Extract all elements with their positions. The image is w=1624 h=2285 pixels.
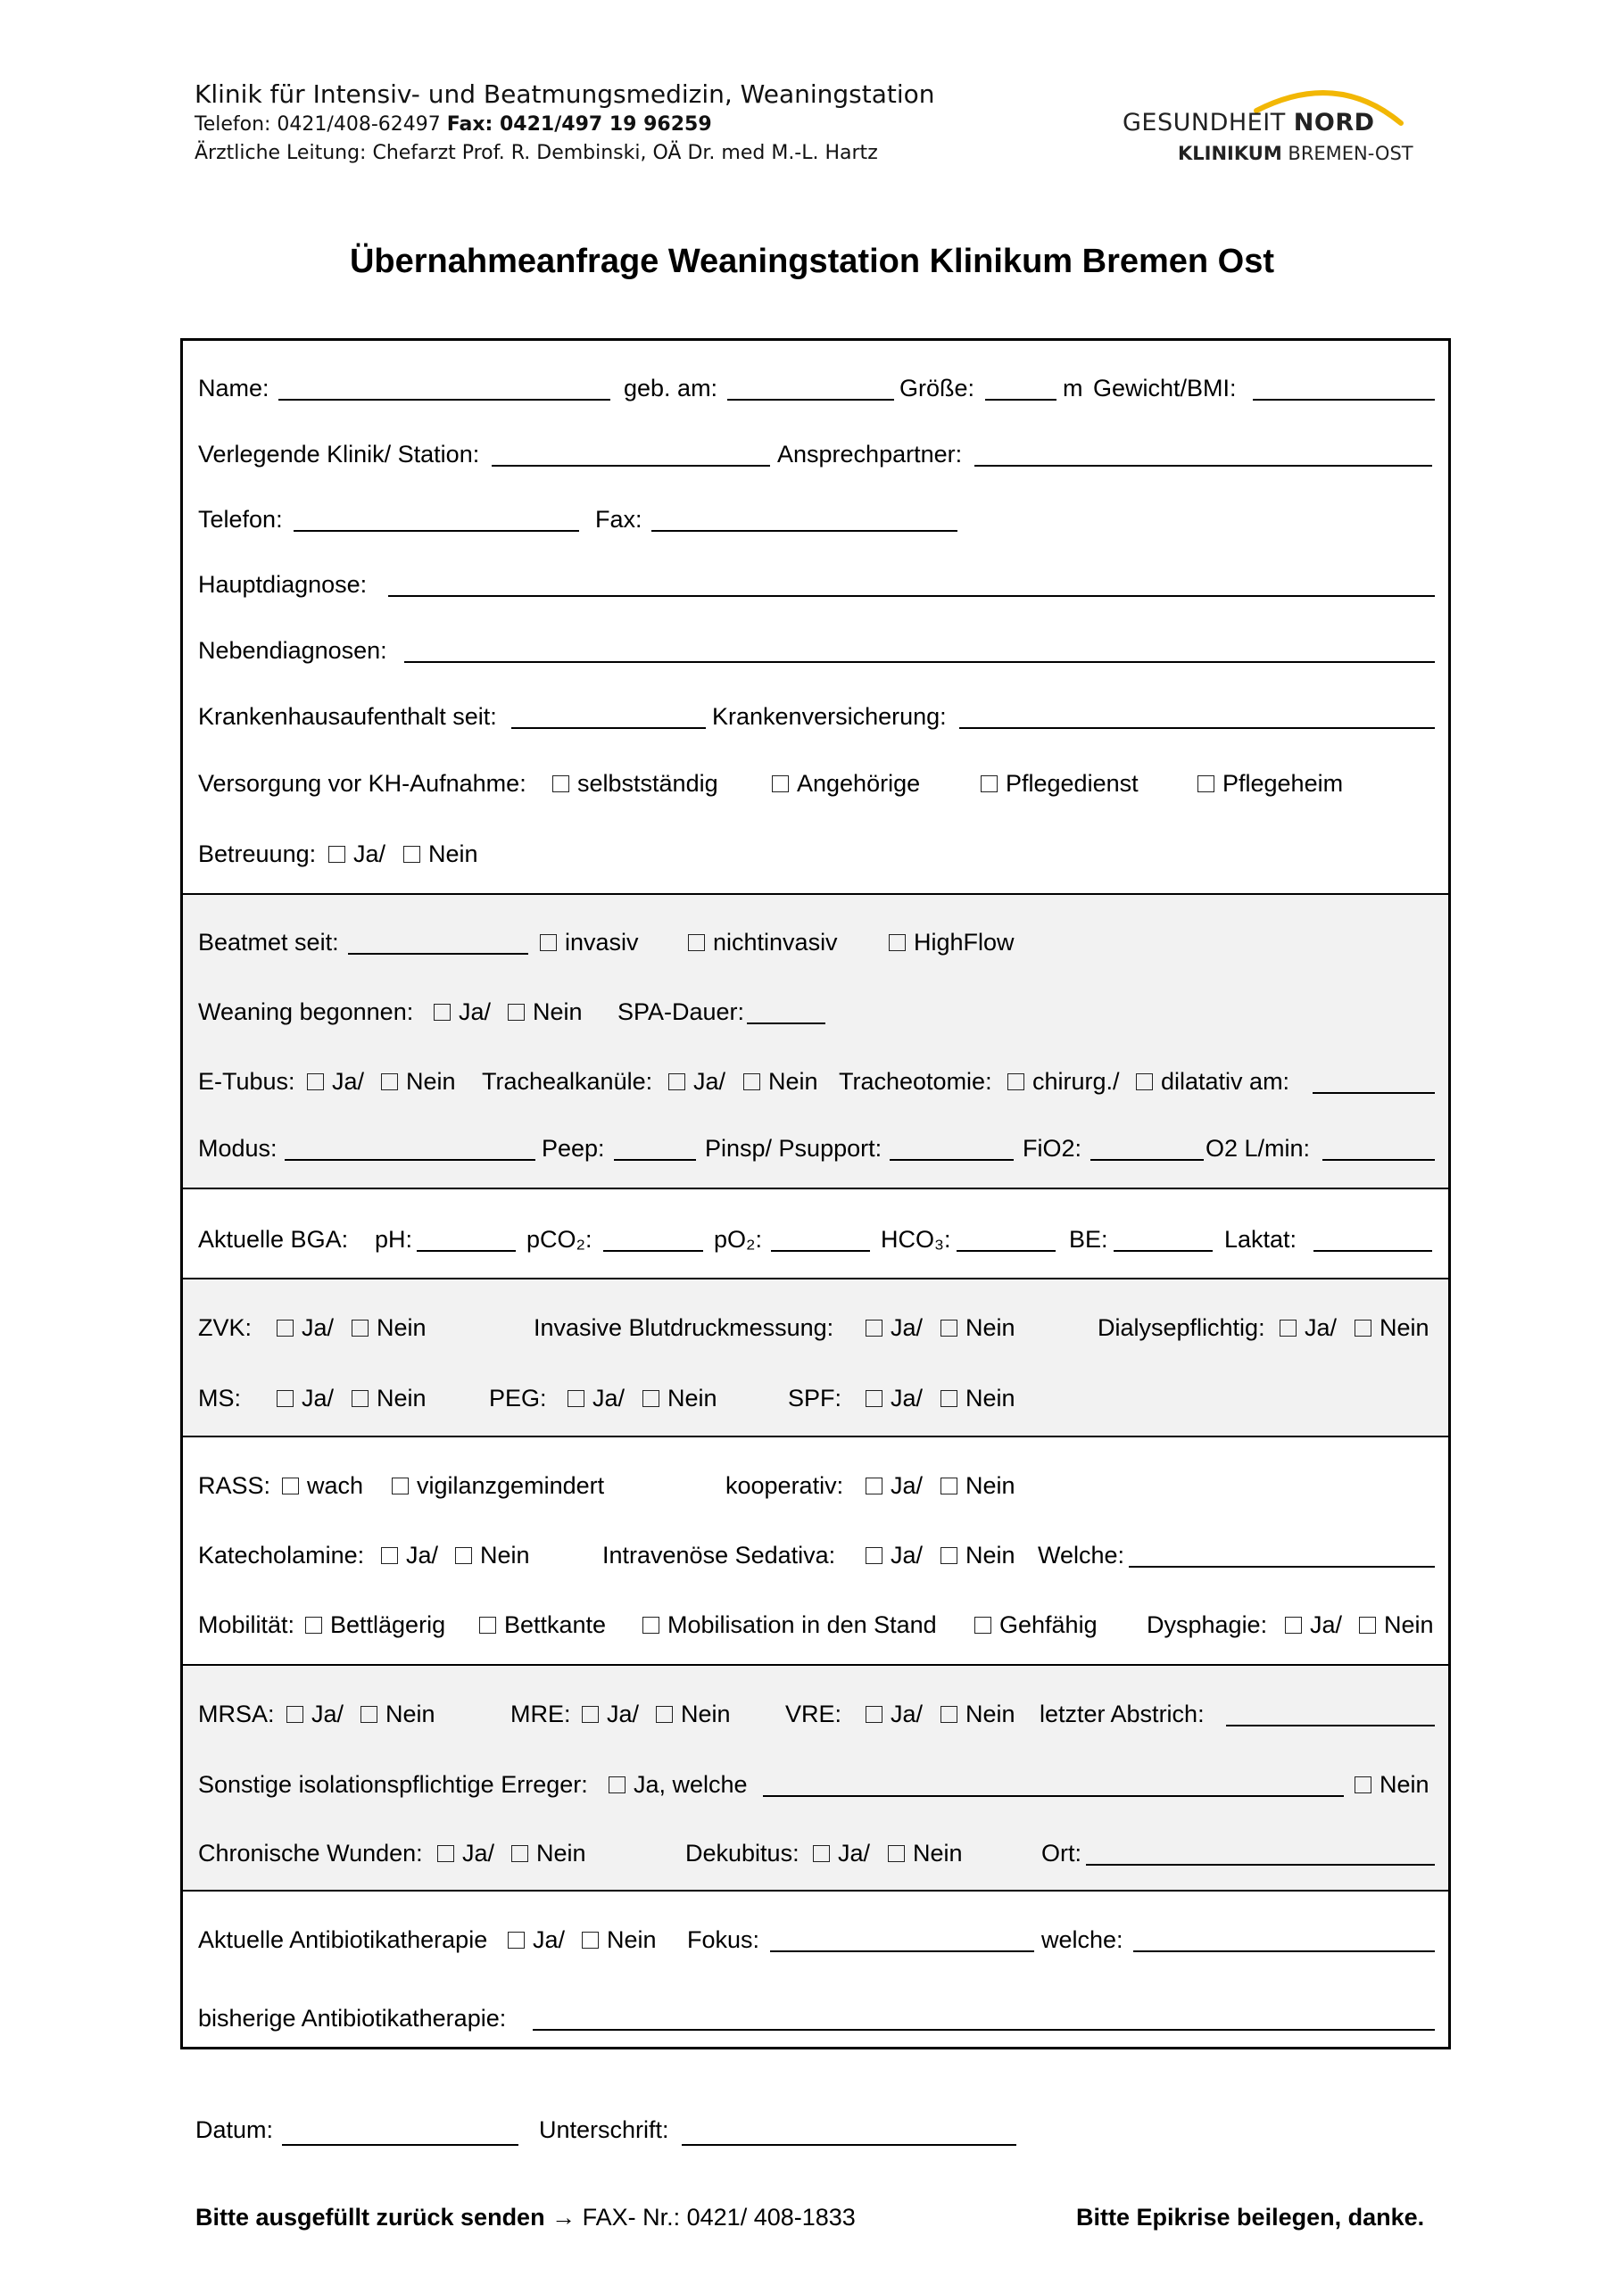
- checkbox-weaning-no[interactable]: [508, 1004, 525, 1021]
- be-field[interactable]: [1114, 1250, 1213, 1252]
- birthdate-field[interactable]: [727, 399, 894, 401]
- transferring-clinic-field[interactable]: [492, 465, 770, 467]
- fax-field[interactable]: [651, 530, 957, 532]
- contact-line: [195, 111, 935, 139]
- label-catecholamines: Katecholamine:: [198, 1542, 365, 1569]
- checkbox-surgical[interactable]: [1007, 1073, 1024, 1090]
- ventilated-since-field[interactable]: [348, 953, 528, 955]
- option-surgical[interactable]: chirurg./: [1007, 1066, 1120, 1097]
- option-nursing-home[interactable]: Pflegeheim: [1197, 768, 1343, 799]
- checkbox-highflow[interactable]: [889, 934, 906, 951]
- option-standing[interactable]: Mobilisation in den Stand: [642, 1610, 937, 1640]
- label-mre: MRE:: [510, 1701, 571, 1727]
- option-highflow[interactable]: HighFlow: [889, 927, 1015, 957]
- previous-antibiotics-field[interactable]: [533, 2029, 1435, 2031]
- label-previous-antibiotics: bisherige Antibiotikatherapie:: [198, 2005, 507, 2032]
- height-field[interactable]: [985, 399, 1056, 401]
- checkbox-ms-yes[interactable]: [277, 1390, 294, 1407]
- checkbox-cooperative-yes[interactable]: [866, 1478, 882, 1494]
- label-mrsa: MRSA:: [198, 1701, 275, 1727]
- spa-duration-field[interactable]: [747, 1022, 825, 1024]
- label-dysphagia: Dysphagie:: [1147, 1611, 1268, 1638]
- option-arterial-no[interactable]: Nein: [940, 1312, 1015, 1343]
- label-peep: Peep:: [542, 1135, 605, 1162]
- checkbox-dysphagia-no[interactable]: [1359, 1617, 1376, 1634]
- label-care-before: Versorgung vor KH-Aufnahme:: [198, 770, 526, 797]
- insurance-field[interactable]: [959, 727, 1435, 729]
- row-name: [183, 373, 1448, 409]
- option-dialysis-no[interactable]: Nein: [1355, 1312, 1429, 1343]
- row-weaning: [183, 997, 1448, 1032]
- checkbox-dysphagia-yes[interactable]: [1285, 1617, 1302, 1634]
- section-neuro-mobility: [183, 1436, 1448, 1664]
- option-mrsa-no[interactable]: Nein: [360, 1699, 435, 1729]
- label-e-tube: E-Tubus:: [198, 1068, 295, 1095]
- label-which-sedatives: Welche:: [1038, 1542, 1125, 1569]
- option-noninvasive[interactable]: nichtinvasiv: [688, 927, 838, 957]
- row-wounds: [183, 1838, 1448, 1874]
- checkbox-cannula-yes[interactable]: [668, 1073, 685, 1090]
- clinic-name: Klinik für Intensiv- und Beatmungsmedizin, Weaningstation: [195, 79, 935, 109]
- label-mode: Modus:: [198, 1135, 278, 1162]
- hospital-stay-field[interactable]: [511, 727, 706, 729]
- checkbox-other-pathogens-yes[interactable]: [609, 1776, 626, 1793]
- checkbox-zvk-yes[interactable]: [277, 1320, 294, 1337]
- row-catecholamines: [183, 1540, 1448, 1576]
- date-field[interactable]: [282, 2144, 518, 2146]
- option-wounds-no[interactable]: Nein: [511, 1838, 586, 1868]
- row-guardianship: [183, 839, 1448, 874]
- weight-bmi-field[interactable]: [1253, 399, 1435, 401]
- label-hospital-stay: Krankenhausaufenthalt seit:: [198, 703, 497, 730]
- checkbox-reduced-vigilance[interactable]: [392, 1478, 409, 1494]
- checkbox-ms-no[interactable]: [352, 1390, 369, 1407]
- focus-field[interactable]: [770, 1950, 1034, 1952]
- label-contact-person: Ansprechpartner:: [777, 441, 963, 468]
- label-ph: pH:: [375, 1226, 413, 1253]
- label-pco2: pCO₂:: [526, 1226, 592, 1253]
- checkbox-mre-no[interactable]: [656, 1706, 673, 1723]
- clinic-phone: Telefon: 0421/408-62497: [195, 113, 441, 136]
- option-bedridden[interactable]: Bettlägerig: [305, 1610, 445, 1640]
- row-devices-2: [183, 1383, 1448, 1419]
- label-dialysis: Dialysepflichtig:: [1098, 1314, 1265, 1341]
- option-spf-yes[interactable]: Ja/: [866, 1383, 923, 1413]
- checkbox-e-tube-yes[interactable]: [307, 1073, 324, 1090]
- row-germs: [183, 1699, 1448, 1734]
- logo-wordmark: GESUNDHEIT NORD: [1123, 109, 1375, 137]
- checkbox-mre-yes[interactable]: [582, 1706, 599, 1723]
- footer-epikrise-note: Bitte Epikrise beilegen, danke.: [1076, 2204, 1425, 2231]
- checkbox-bedridden[interactable]: [305, 1617, 322, 1634]
- return-fax-number: FAX- Nr.: 0421/ 408-1833: [582, 2204, 856, 2231]
- label-chronic-wounds: Chronische Wunden:: [198, 1840, 423, 1867]
- checkbox-arterial-yes[interactable]: [866, 1320, 882, 1337]
- checkbox-catecholamines-no[interactable]: [455, 1547, 472, 1564]
- checkbox-peg-yes[interactable]: [568, 1390, 584, 1407]
- checkbox-independent[interactable]: [552, 775, 569, 792]
- checkbox-weaning-yes[interactable]: [434, 1004, 451, 1021]
- letterhead: [195, 79, 935, 168]
- option-mrsa-yes[interactable]: Ja/: [286, 1699, 344, 1729]
- mode-field[interactable]: [285, 1159, 535, 1161]
- section-antibiotics: [183, 1890, 1448, 2047]
- main-diagnosis-field[interactable]: [388, 595, 1435, 597]
- name-field[interactable]: [278, 399, 610, 401]
- row-ventilated-since: [183, 927, 1448, 963]
- checkbox-other-pathogens-no[interactable]: [1355, 1776, 1371, 1793]
- checkbox-arterial-no[interactable]: [940, 1320, 957, 1337]
- label-arterial-line: Invasive Blutdruckmessung:: [534, 1314, 834, 1341]
- option-reduced-vigilance[interactable]: vigilanzgemindert: [392, 1470, 604, 1501]
- tracheotomy-date-field[interactable]: [1313, 1092, 1435, 1094]
- option-weaning-no[interactable]: Nein: [508, 997, 583, 1027]
- option-guardianship-no[interactable]: Nein: [403, 839, 478, 869]
- option-dialysis-yes[interactable]: Ja/: [1280, 1312, 1337, 1343]
- form-title: Übernahmeanfrage Weaningstation Klinikum Bremen Ost: [349, 243, 1275, 280]
- option-cooperative-yes[interactable]: Ja/: [866, 1470, 923, 1501]
- label-po2: pO₂:: [714, 1226, 762, 1253]
- checkbox-vre-no[interactable]: [940, 1706, 957, 1723]
- option-relatives[interactable]: Angehörige: [772, 768, 920, 799]
- label-weaning-started: Weaning begonnen:: [198, 998, 414, 1025]
- row-main-diagnosis: [183, 569, 1448, 605]
- contact-person-field[interactable]: [974, 465, 1432, 467]
- row-phone: [183, 504, 1448, 540]
- checkbox-invasive[interactable]: [540, 934, 557, 951]
- label-spa-duration: SPA-Dauer:: [617, 998, 745, 1025]
- option-vre-no[interactable]: Nein: [940, 1699, 1015, 1729]
- option-dilatative[interactable]: dilatativ am:: [1136, 1066, 1289, 1097]
- checkbox-mrsa-no[interactable]: [360, 1706, 377, 1723]
- row-transferring: [183, 439, 1448, 475]
- option-dysphagia-yes[interactable]: Ja/: [1285, 1610, 1342, 1640]
- secondary-diagnoses-field[interactable]: [404, 661, 1435, 663]
- label-other-pathogens: Sonstige isolationspflichtige Erreger:: [198, 1771, 588, 1798]
- checkbox-bed-edge[interactable]: [479, 1617, 496, 1634]
- option-invasive[interactable]: invasiv: [540, 927, 639, 957]
- checkbox-cannula-no[interactable]: [743, 1073, 760, 1090]
- label-ms: MS:: [198, 1385, 242, 1412]
- label-which-antibiotics: welche:: [1041, 1926, 1123, 1953]
- row-care-before: [183, 768, 1448, 804]
- label-rass: RASS:: [198, 1472, 271, 1499]
- gesundheit-nord-logo: [1123, 73, 1426, 171]
- row-secondary-diagnoses: [183, 635, 1448, 671]
- fio2-field[interactable]: [1090, 1159, 1204, 1161]
- option-mre-no[interactable]: Nein: [656, 1699, 731, 1729]
- option-ms-no[interactable]: Nein: [352, 1383, 427, 1413]
- checkbox-mrsa-yes[interactable]: [286, 1706, 303, 1723]
- po2-field[interactable]: [771, 1250, 870, 1252]
- option-cannula-no[interactable]: Nein: [743, 1066, 818, 1097]
- label-current-antibiotics: Aktuelle Antibiotikatherapie: [198, 1926, 488, 1953]
- last-swab-field[interactable]: [1226, 1725, 1435, 1726]
- option-other-pathogens-no[interactable]: Nein: [1355, 1769, 1429, 1800]
- checkbox-spf-no[interactable]: [940, 1390, 957, 1407]
- pco2-field[interactable]: [603, 1250, 703, 1252]
- label-weight-bmi: Gewicht/BMI:: [1093, 375, 1237, 402]
- option-mre-yes[interactable]: Ja/: [582, 1699, 639, 1729]
- section-infection: [183, 1664, 1448, 1890]
- checkbox-standing[interactable]: [642, 1617, 659, 1634]
- checkbox-guardianship-no[interactable]: [403, 846, 420, 863]
- label-birthdate: geb. am:: [624, 375, 718, 402]
- label-spf: SPF:: [788, 1385, 842, 1412]
- phone-field[interactable]: [294, 530, 579, 532]
- ph-field[interactable]: [417, 1250, 516, 1252]
- checkbox-peg-no[interactable]: [642, 1390, 659, 1407]
- pinsp-field[interactable]: [890, 1159, 1014, 1161]
- checkbox-wounds-yes[interactable]: [437, 1845, 454, 1862]
- label-insurance: Krankenversicherung:: [712, 703, 947, 730]
- checkbox-nursing-service[interactable]: [981, 775, 998, 792]
- option-wounds-yes[interactable]: Ja/: [437, 1838, 494, 1868]
- label-transferring-clinic: Verlegende Klinik/ Station:: [198, 441, 480, 468]
- option-vre-yes[interactable]: Ja/: [866, 1699, 923, 1729]
- checkbox-wounds-no[interactable]: [511, 1845, 528, 1862]
- label-ventilated-since: Beatmet seit:: [198, 929, 339, 956]
- option-walking[interactable]: Gehfähig: [974, 1610, 1098, 1640]
- clinic-fax: Fax: 0421/497 19 96259: [446, 113, 712, 136]
- label-guardianship: Betreuung:: [198, 840, 317, 867]
- checkbox-dialysis-no[interactable]: [1355, 1320, 1371, 1337]
- label-date: Datum:: [195, 2116, 274, 2143]
- row-mobility: [183, 1610, 1448, 1645]
- option-sedatives-yes[interactable]: Ja/: [866, 1540, 923, 1570]
- section-bga: [183, 1188, 1448, 1278]
- checkbox-dilatative[interactable]: [1136, 1073, 1153, 1090]
- label-secondary-diagnoses: Nebendiagnosen:: [198, 637, 387, 664]
- checkbox-zvk-no[interactable]: [352, 1320, 369, 1337]
- label-zvk: ZVK:: [198, 1314, 253, 1341]
- checkbox-awake[interactable]: [282, 1478, 299, 1494]
- option-peg-no[interactable]: Nein: [642, 1383, 717, 1413]
- label-main-diagnosis: Hauptdiagnose:: [198, 571, 368, 598]
- location-field[interactable]: [1086, 1864, 1435, 1866]
- checkbox-dialysis-yes[interactable]: [1280, 1320, 1297, 1337]
- row-current-antibiotics: [183, 1925, 1448, 1960]
- label-vre: VRE:: [785, 1701, 842, 1727]
- label-tracheotomy: Tracheotomie:: [839, 1068, 992, 1095]
- option-nursing-service[interactable]: Pflegedienst: [981, 768, 1139, 799]
- checkbox-catecholamines-yes[interactable]: [381, 1547, 398, 1564]
- footer-send-instruction: Bitte ausgefüllt zurück senden → FAX- Nr.: 0421/ 408-1833: [195, 2204, 856, 2231]
- checkbox-sedatives-yes[interactable]: [866, 1547, 882, 1564]
- row-ventilation-params: [183, 1133, 1448, 1169]
- which-antibiotics-field[interactable]: [1133, 1950, 1435, 1952]
- label-focus: Fokus:: [687, 1926, 760, 1953]
- option-decubitus-yes[interactable]: Ja/: [813, 1838, 870, 1868]
- row-bga: [183, 1224, 1448, 1260]
- checkbox-spf-yes[interactable]: [866, 1390, 882, 1407]
- row-other-pathogens: [183, 1769, 1448, 1805]
- label-decubitus: Dekubitus:: [685, 1840, 800, 1867]
- label-signature: Unterschrift:: [539, 2116, 669, 2143]
- label-location: Ort:: [1041, 1840, 1081, 1867]
- peep-field[interactable]: [614, 1159, 696, 1161]
- which-sedatives-field[interactable]: [1129, 1566, 1435, 1568]
- section-ventilation: [183, 893, 1448, 1188]
- option-ms-yes[interactable]: Ja/: [277, 1383, 334, 1413]
- option-cooperative-no[interactable]: Nein: [940, 1470, 1015, 1501]
- row-devices-1: [183, 1312, 1448, 1348]
- option-weaning-yes[interactable]: Ja/: [434, 997, 491, 1027]
- label-mobility: Mobilität:: [198, 1611, 295, 1638]
- row-airway: [183, 1066, 1448, 1102]
- section-patient: [183, 341, 1448, 893]
- label-meter: m: [1063, 375, 1083, 402]
- option-e-tube-no[interactable]: Nein: [381, 1066, 456, 1097]
- checkbox-walking[interactable]: [974, 1617, 991, 1634]
- checkbox-vre-yes[interactable]: [866, 1706, 882, 1723]
- lactate-field[interactable]: [1313, 1250, 1432, 1252]
- form-box: [180, 338, 1451, 2049]
- leadership-line: Ärztliche Leitung: Chefarzt Prof. R. Dembinski, OÄ Dr. med M.-L. Hartz: [195, 142, 878, 164]
- option-other-pathogens-yes[interactable]: Ja, welche: [609, 1769, 748, 1800]
- row-hospital-stay: [183, 701, 1448, 737]
- label-hco3: HCO₃:: [881, 1226, 951, 1253]
- label-fio2: FiO2:: [1023, 1135, 1082, 1162]
- label-be: BE:: [1069, 1226, 1108, 1253]
- label-phone: Telefon:: [198, 506, 283, 533]
- other-pathogens-field[interactable]: [763, 1795, 1344, 1797]
- logo-subline: KLINIKUM BREMEN-OST: [1178, 143, 1413, 164]
- checkbox-guardianship-yes[interactable]: [328, 846, 345, 863]
- option-awake[interactable]: wach: [282, 1470, 363, 1501]
- hco3-field[interactable]: [957, 1250, 1056, 1252]
- checkbox-nursing-home[interactable]: [1197, 775, 1214, 792]
- option-antibiotics-no[interactable]: Nein: [582, 1925, 657, 1955]
- checkbox-decubitus-no[interactable]: [888, 1845, 905, 1862]
- o2-flow-field[interactable]: [1322, 1159, 1435, 1161]
- checkbox-antibiotics-yes[interactable]: [508, 1932, 525, 1949]
- option-guardianship-yes[interactable]: Ja/: [328, 839, 385, 869]
- option-cannula-yes[interactable]: Ja/: [668, 1066, 725, 1097]
- signature-field[interactable]: [682, 2144, 1016, 2146]
- label-bga: Aktuelle BGA:: [198, 1226, 349, 1253]
- option-e-tube-yes[interactable]: Ja/: [307, 1066, 364, 1097]
- checkbox-sedatives-no[interactable]: [940, 1547, 957, 1564]
- label-name: Name:: [198, 375, 269, 402]
- option-dysphagia-no[interactable]: Nein: [1359, 1610, 1434, 1640]
- section-devices: [183, 1278, 1448, 1436]
- label-o2-flow: O2 L/min:: [1206, 1135, 1311, 1162]
- label-pinsp: Pinsp/ Psupport:: [705, 1135, 882, 1162]
- option-independent[interactable]: selbstständig: [552, 768, 718, 799]
- option-zvk-yes[interactable]: Ja/: [277, 1312, 334, 1343]
- label-height: Größe:: [899, 375, 975, 402]
- label-fax: Fax:: [595, 506, 642, 533]
- label-lactate: Laktat:: [1224, 1226, 1297, 1253]
- label-last-swab: letzter Abstrich:: [1040, 1701, 1205, 1727]
- option-catecholamines-yes[interactable]: Ja/: [381, 1540, 438, 1570]
- arrow-right-icon: →: [551, 2204, 576, 2231]
- option-zvk-no[interactable]: Nein: [352, 1312, 427, 1343]
- checkbox-cooperative-no[interactable]: [940, 1478, 957, 1494]
- row-rass: [183, 1470, 1448, 1506]
- label-peg: PEG:: [489, 1385, 547, 1412]
- checkbox-relatives[interactable]: [772, 775, 789, 792]
- option-catecholamines-no[interactable]: Nein: [455, 1540, 530, 1570]
- checkbox-decubitus-yes[interactable]: [813, 1845, 830, 1862]
- checkbox-e-tube-no[interactable]: [381, 1073, 398, 1090]
- checkbox-antibiotics-no[interactable]: [582, 1932, 599, 1949]
- option-decubitus-no[interactable]: Nein: [888, 1838, 963, 1868]
- checkbox-noninvasive[interactable]: [688, 934, 705, 951]
- row-previous-antibiotics: [183, 2003, 1448, 2039]
- option-spf-no[interactable]: Nein: [940, 1383, 1015, 1413]
- option-sedatives-no[interactable]: Nein: [940, 1540, 1015, 1570]
- label-cooperative: kooperativ:: [725, 1472, 844, 1499]
- option-peg-yes[interactable]: Ja/: [568, 1383, 625, 1413]
- label-sedatives: Intravenöse Sedativa:: [602, 1542, 836, 1569]
- option-bed-edge[interactable]: Bettkante: [479, 1610, 606, 1640]
- label-tracheal-cannula: Trachealkanüle:: [482, 1068, 653, 1095]
- option-arterial-yes[interactable]: Ja/: [866, 1312, 923, 1343]
- option-antibiotics-yes[interactable]: Ja/: [508, 1925, 565, 1955]
